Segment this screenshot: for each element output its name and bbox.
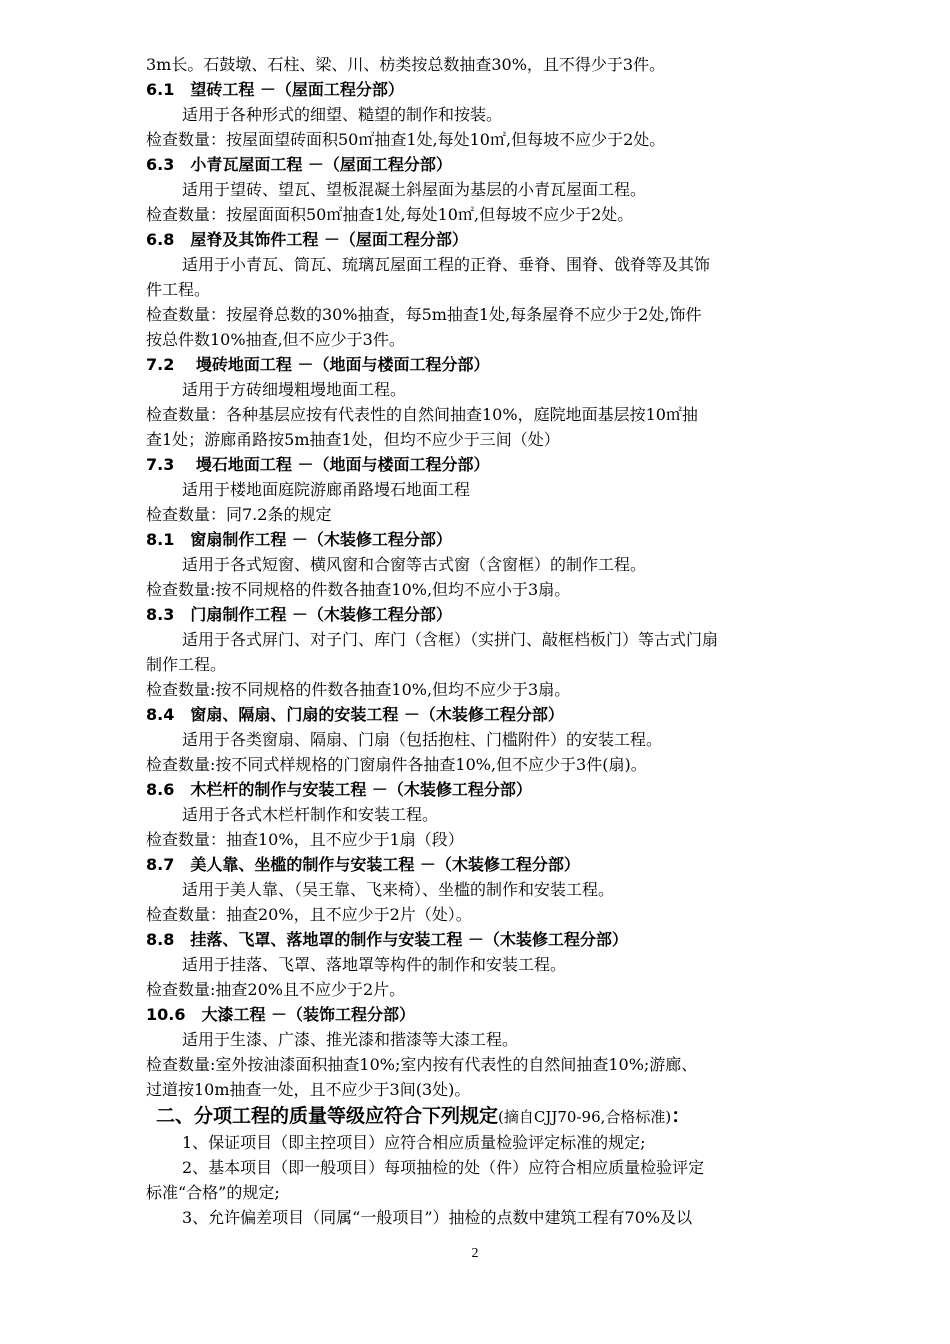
text-line: 标准“合格”的规定; [146, 1183, 280, 1202]
text-line: 检查数量:按不同式样规格的门窗扇件各抽查10%,但不应少于3件(扇)。 [146, 755, 647, 774]
section-note: (摘自CJJ70-96,合格标准) [498, 1108, 672, 1126]
indented-line: 适用于各式木栏杆制作和安装工程。 [182, 805, 439, 824]
text-line: 检查数量：抽查20%，且不应少于2片（处）。 [146, 905, 472, 924]
indented-line: 适用于各式短窗、横风窗和合窗等古式窗（含窗框）的制作工程。 [182, 555, 647, 574]
text-line: 检查数量:按不同规格的件数各抽查10%,但均不应少于3扇。 [146, 680, 571, 699]
clause-heading: 6.1 望砖工程 －（屋面工程分部） [146, 80, 404, 99]
text-line: 检查数量：各种基层应按有代表性的自然间抽查10%，庭院地面基层按10㎡抽 [146, 405, 698, 424]
clause-heading: 6.3 小青瓦屋面工程 －（屋面工程分部） [146, 155, 452, 174]
clause-heading: 10.6 大漆工程 －（装饰工程分部） [146, 1005, 416, 1024]
section-tail: ： [671, 1105, 691, 1127]
text-line: 检查数量：按屋脊总数的30%抽查，每5m抽查1处,每条屋脊不应少于2处,饰件 [146, 305, 702, 324]
text-line: 检查数量：按屋面望砖面积50㎡抽查1处,每处10㎡,但每坡不应少于2处。 [146, 130, 666, 149]
indented-line: 1、保证项目（即主控项目）应符合相应质量检验评定标准的规定; [182, 1133, 646, 1152]
clause-heading: 8.8 挂落、飞罩、落地罩的制作与安装工程 －（木装修工程分部） [146, 930, 628, 949]
clause-heading: 7.3 墁石地面工程 －（地面与楼面工程分部） [146, 455, 490, 474]
indented-line: 适用于美人靠、（吴王靠、飞来椅）、坐槛的制作和安装工程。 [182, 880, 615, 899]
text-line: 检查数量：按屋面面积50㎡抽查1处,每处10㎡,但每坡不应少于2处。 [146, 205, 634, 224]
text-line: 按总件数10%抽查,但不应少于3件。 [146, 330, 405, 349]
indented-line: 适用于小青瓦、筒瓦、琉璃瓦屋面工程的正脊、垂脊、围脊、戗脊等及其饰 [182, 255, 711, 274]
clause-heading: 8.4 窗扇、隔扇、门扇的安装工程 －（木装修工程分部） [146, 705, 564, 724]
text-line: 检查数量：同7.2条的规定 [146, 505, 332, 524]
indented-line: 适用于挂落、飞罩、落地罩等构件的制作和安装工程。 [182, 955, 567, 974]
text-line: 查1处；游廊甬路按5m抽查1处，但均不应少于三间（处） [146, 430, 560, 449]
indented-line: 适用于方砖细墁粗墁地面工程。 [182, 380, 407, 399]
text-line: 检查数量:按不同规格的件数各抽查10%,但均不应小于3扇。 [146, 580, 571, 599]
text-line: 过道按10m抽查一处，且不应少于3间(3处)。 [146, 1080, 471, 1099]
text-line: 检查数量:室外按油漆面积抽查10%;室内按有代表性的自然间抽查10%;游廊、 [146, 1055, 698, 1074]
indented-line: 适用于各式屏门、对子门、库门（含框）（实拼门、敲框档板门）等古式门扇 [182, 630, 719, 649]
text-line: 检查数量:抽查20%且不应少于2片。 [146, 980, 406, 999]
text-line: 3m长。石鼓墩、石柱、梁、川、枋类按总数抽查30%，且不得少于3件。 [146, 55, 666, 74]
page-number: 2 [471, 1246, 479, 1261]
indented-line: 2、基本项目（即一般项目）每项抽检的处（件）应符合相应质量检验评定 [182, 1158, 705, 1177]
clause-heading: 8.7 美人靠、坐槛的制作与安装工程 －（木装修工程分部） [146, 855, 580, 874]
requirement-list [146, 1130, 786, 1230]
clause-heading: 6.8 屋脊及其饰件工程 －（屋面工程分部） [146, 230, 468, 249]
document-body [146, 52, 786, 1230]
indented-line: 适用于各种形式的细望、糙望的制作和按装。 [182, 105, 503, 124]
clause-list [146, 52, 786, 1102]
text-line: 制作工程。 [146, 655, 227, 674]
text-line: 检查数量：抽查10%，且不应少于1扇（段） [146, 830, 464, 849]
section-title: 二、分项工程的质量等级应符合下列规定 [156, 1105, 499, 1127]
indented-line: 适用于各类窗扇、隔扇、门扇（包括抱柱、门槛附件）的安装工程。 [182, 730, 663, 749]
indented-line: 适用于楼地面庭院游廊甬路墁石地面工程 [182, 480, 471, 499]
text-line: 件工程。 [146, 280, 211, 299]
indented-line: 适用于生漆、广漆、推光漆和揩漆等大漆工程。 [182, 1030, 519, 1049]
indented-line: 适用于望砖、望瓦、望板混凝土斜屋面为基层的小青瓦屋面工程。 [182, 180, 647, 199]
clause-heading: 8.6 木栏杆的制作与安装工程 －（木装修工程分部） [146, 780, 532, 799]
indented-line: 3、允许偏差项目（同属“一般项目”）抽检的点数中建筑工程有70%及以 [182, 1208, 693, 1227]
clause-heading: 8.1 窗扇制作工程 －（木装修工程分部） [146, 530, 452, 549]
section-heading [146, 1102, 786, 1130]
clause-heading: 8.3 门扇制作工程 －（木装修工程分部） [146, 605, 452, 624]
clause-heading: 7.2 墁砖地面工程 －（地面与楼面工程分部） [146, 355, 490, 374]
